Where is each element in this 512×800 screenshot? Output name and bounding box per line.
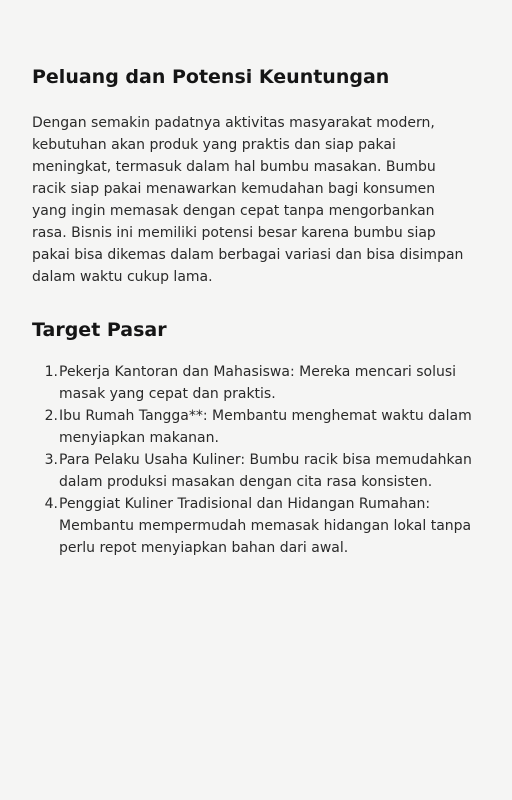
target-market-list <box>32 361 482 559</box>
list-item <box>32 405 482 449</box>
list-item-text: Para Pelaku Usaha Kuliner: Bumbu racik bisa memudahkan dalam produksi masakan dengan cita rasa konsisten. <box>59 452 472 490</box>
list-item-text: Pekerja Kantoran dan Mahasiswa: Mereka mencari solusi masak yang cepat dan praktis. <box>59 364 457 402</box>
list-number: 2. <box>44 408 58 424</box>
section-title-opportunity: Peluang dan Potensi Keuntungan <box>32 66 390 88</box>
list-number: 4. <box>44 496 58 512</box>
list-item-text: Ibu Rumah Tangga**: Membantu menghemat waktu dalam menyiapkan makanan. <box>59 408 472 446</box>
list-item <box>32 361 482 405</box>
list-number: 1. <box>44 364 58 380</box>
list-item <box>32 449 482 493</box>
list-item-text: Penggiat Kuliner Tradisional dan Hidangan Rumahan: Membantu mempermudah memasak hidangan lokal tanpa perlu repot menyiapkan bahan dari awal. <box>59 496 472 556</box>
list-number: 3. <box>44 452 58 468</box>
opportunity-paragraph: Dengan semakin padatnya aktivitas masyarakat modern, kebutuhan akan produk yang praktis dan siap pakai meningkat, termasuk dalam hal bumbu masakan. Bumbu racik siap pakai menawarkan kemudahan bagi konsumen yang ingin memasak dengan cepat tanpa mengorbankan rasa. Bisnis ini memiliki potensi besar karena bumbu siap pakai bisa dikemas dalam berbagai variasi dan bisa disimpan dalam waktu cukup lama. <box>32 115 464 285</box>
list-item <box>32 493 482 559</box>
section-title-target-market: Target Pasar <box>32 319 167 341</box>
